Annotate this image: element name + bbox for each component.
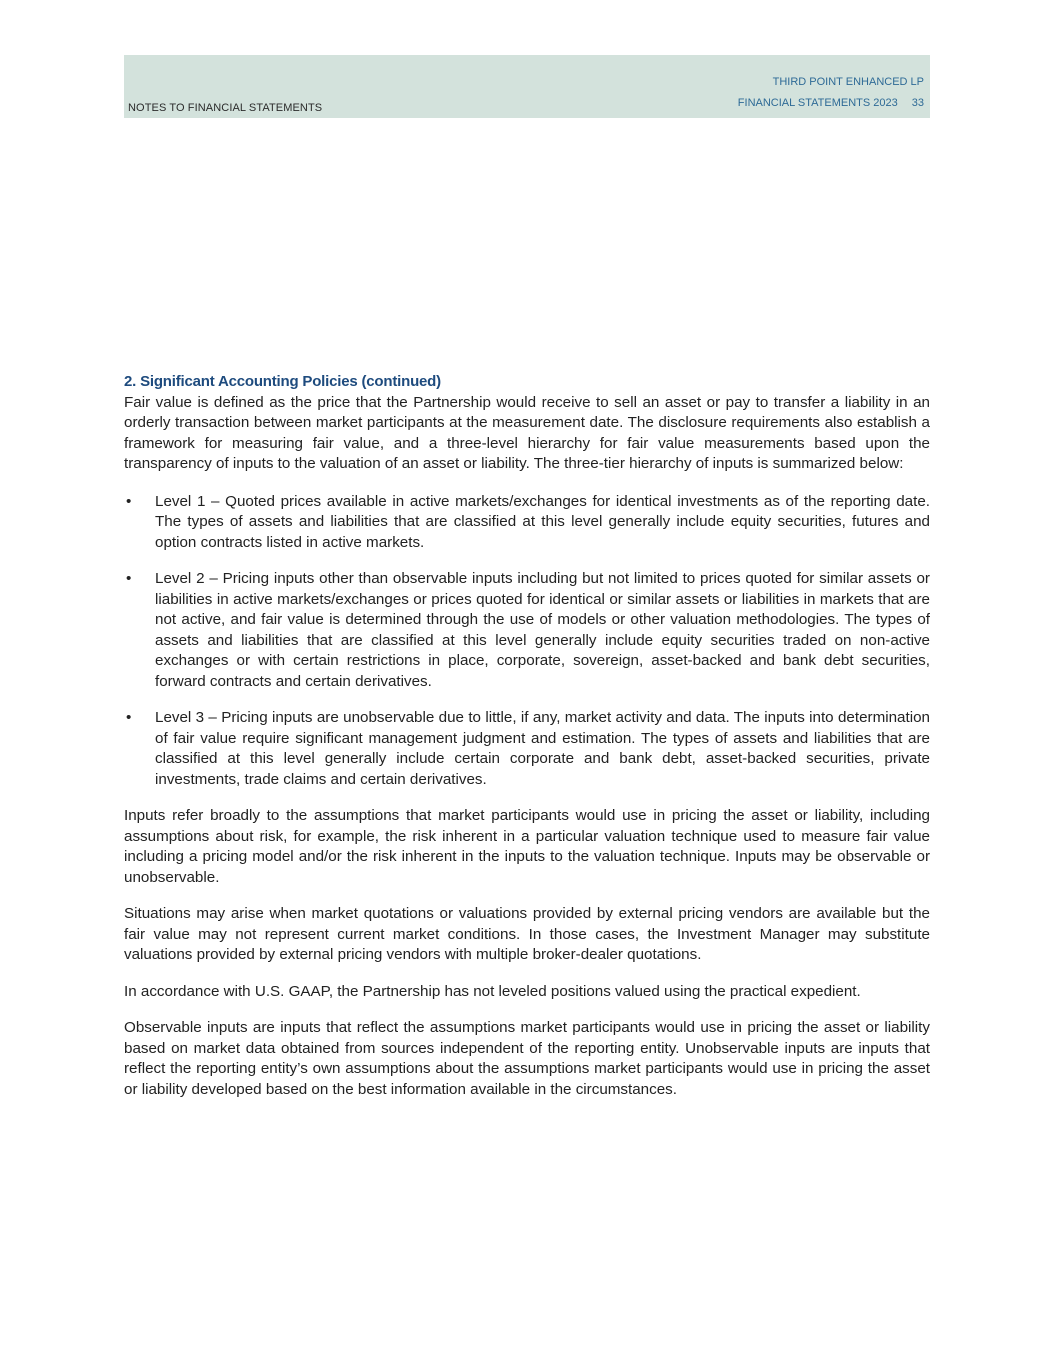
level-1-text: Level 1 – Quoted prices available in active markets/exchanges for identical investments as of the reporting date. The types of assets and liabilities that are classified at this level generally include equity securities, futures and option contracts listed in active markets. bbox=[155, 492, 930, 551]
level-2-text: Level 2 – Pricing inputs other than observable inputs including but not limited to prices quoted for similar assets or liabilities in active markets/exchanges or prices quoted for identical or similar assets or liabilities in markets that are not active, and fair value is determined through the use of models or other valuation methodologies. The types of assets and liabilities that are classified at this level generally include equity securities traded on non-active exchanges or with certain restrictions in place, corporate, sovereign, asset-backed and bank debt securities, forward contracts and certain derivatives. bbox=[155, 570, 930, 690]
header-section-label: NOTES TO FINANCIAL STATEMENTS bbox=[128, 102, 323, 114]
bullet-icon: • bbox=[126, 492, 132, 510]
intro-paragraph: Fair value is defined as the price that the Partnership would receive to sell an asset or pay to transfer a liability in an orderly transaction between market participants at the measurement date. The disclosure requirements also establish a framework for measuring fair value, and a three-level hierarchy for fair value measurements based upon the transparency of inputs to the valuation of an asset or liability. The three-tier hierarchy of inputs is summarized below: bbox=[124, 393, 930, 472]
section-heading: 2. Significant Accounting Policies (continued) bbox=[124, 373, 441, 390]
level-3-text: Level 3 – Pricing inputs are unobservable due to little, if any, market activity and data. The inputs into determination of fair value require significant management judgment and estimation. The types of assets and liabilities that are classified at this level generally include certain corporate and bank debt, asset-backed securities, private investments, trade claims and certain derivatives. bbox=[155, 709, 930, 788]
gaap-paragraph: In accordance with U.S. GAAP, the Partnership has not leveled positions valued using the practical expedient. bbox=[124, 982, 861, 1000]
page-header bbox=[124, 55, 930, 118]
page-number: 33 bbox=[911, 97, 924, 109]
bullet-icon: • bbox=[126, 709, 132, 726]
header-document-row bbox=[738, 93, 924, 114]
bullet-icon: • bbox=[126, 570, 132, 587]
observable-inputs-paragraph: Observable inputs are inputs that reflect the assumptions market participants would use in pricing the asset or liability based on market data obtained from sources independent of the reporting entity. Unobservable inputs are inputs that reflect the reporting entity’s own assumptions about the assumptions market participants would use in pricing the asset or liability developed based on the best information available in the circumstances. bbox=[124, 1019, 930, 1098]
situations-paragraph: Situations may arise when market quotations or valuations provided by external pricing vendors are available but the fair value may not represent current market conditions. In those cases, the Investment Manager may substitute valuations provided by external pricing vendors with multiple broker-dealer quotations. bbox=[124, 905, 930, 963]
inputs-paragraph: Inputs refer broadly to the assumptions that market participants would use in pricing the asset or liability, including assumptions about risk, for example, the risk inherent in a particular valuation technique used to measure fair value including a pricing model and/or the risk inherent in the inputs to the valuation technique. Inputs may be observable or unobservable. bbox=[124, 807, 930, 886]
header-document-title: FINANCIAL STATEMENTS 2023 bbox=[737, 97, 898, 109]
list-item-level-1 bbox=[124, 492, 930, 554]
header-entity-name: THIRD POINT ENHANCED LP bbox=[772, 76, 924, 88]
header-right-block bbox=[738, 72, 924, 114]
main-content bbox=[124, 372, 930, 1116]
fair-value-hierarchy-list bbox=[124, 492, 930, 791]
list-item-level-2 bbox=[124, 569, 930, 692]
list-item-level-3 bbox=[124, 708, 930, 790]
